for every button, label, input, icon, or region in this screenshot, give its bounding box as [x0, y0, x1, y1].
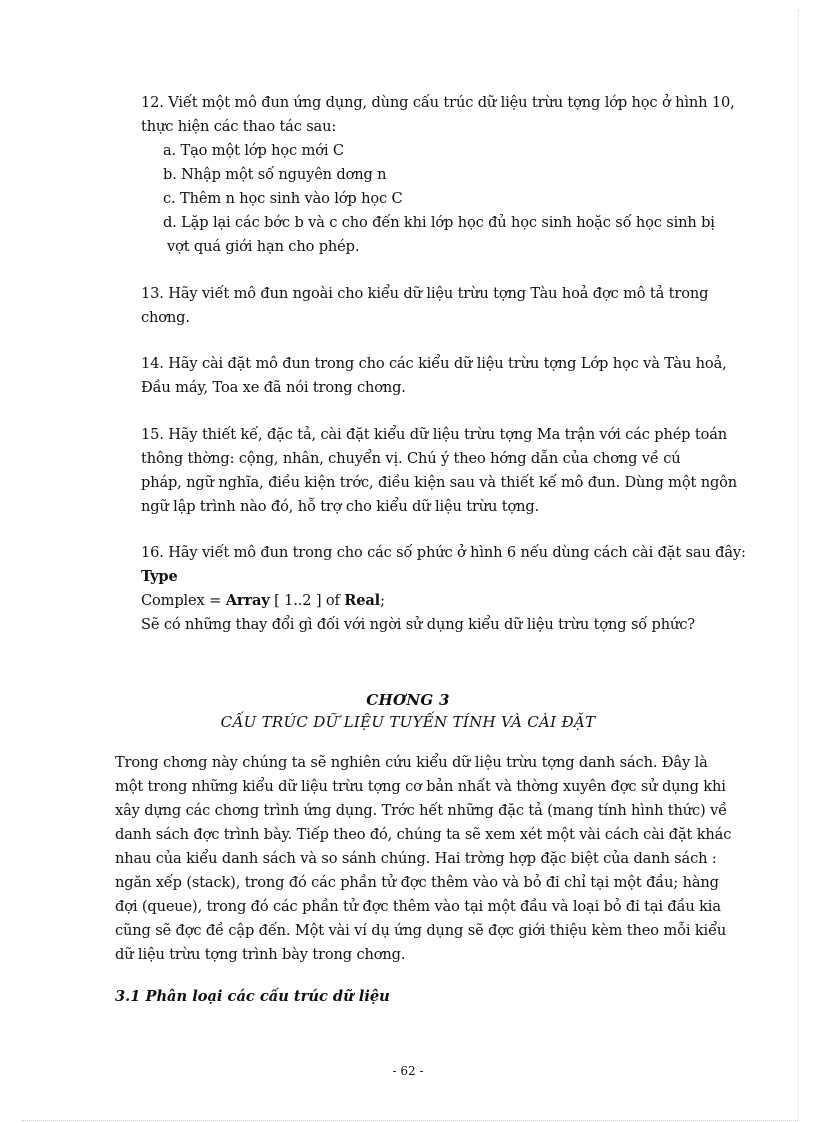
exercise-16: [141, 541, 746, 637]
code-complex-prefix: Complex =: [141, 592, 226, 609]
intro-line: cũng sẽ đợc đề cập đến. Một vài ví dụ ứng dụng sẽ đợc giới thiệu kèm theo mỗi kiểu: [115, 922, 727, 939]
exercise-14-line-1: 14. Hãy cài đặt mô đun trong cho các kiểu dữ liệu trừu tợng Lớp học và Tàu hoả,: [141, 355, 727, 372]
exercise-15-line-1: 15. Hãy thiết kế, đặc tả, cài đặt kiểu dữ liệu trừu tợng Ma trận với các phép toán: [141, 426, 728, 443]
exercise-15-line-2: thông thờng: cộng, nhân, chuyển vị. Chú ý theo hớng dẫn của chơng về cú: [141, 450, 681, 467]
exercise-12-item-d: d. Lặp lại các bớc b và c cho đến khi lớp học đủ học sinh hoặc số học sinh bị: [163, 214, 715, 231]
code-type-keyword: Type: [141, 568, 178, 585]
intro-line: một trong những kiểu dữ liệu trừu tợng cơ bản nhất và thờng xuyên đợc sử dụng khi: [115, 778, 726, 795]
exercise-14: [141, 352, 727, 400]
exercise-13: [141, 282, 708, 330]
intro-line: dữ liệu trừu tợng trình bày trong chơng.: [115, 946, 406, 963]
chapter-intro-paragraph: [115, 751, 731, 967]
intro-line: Trong chơng này chúng ta sẽ nghiên cứu kiểu dữ liệu trừu tợng danh sách. Đây là: [115, 754, 708, 771]
chapter-label: CHƠNG 3: [366, 691, 450, 709]
page-number: - 62 -: [392, 1064, 424, 1078]
code-complex-declaration: [141, 589, 746, 613]
intro-line: ngăn xếp (stack), trong đó các phần tử đợc thêm vào và bỏ đi chỉ tại một đầu; hàng: [115, 874, 719, 891]
exercise-14-line-2: Đầu máy, Toa xe đã nói trong chơng.: [141, 379, 406, 396]
exercise-12-item-d-cont: vợt quá giới hạn cho phép.: [167, 238, 360, 255]
exercise-15-line-3: pháp, ngữ nghĩa, điều kiện trớc, điều kiện sau và thiết kế mô đun. Dùng một ngôn: [141, 474, 738, 491]
code-semicolon: ;: [380, 592, 385, 609]
exercise-15-line-4: ngữ lập trình nào đó, hỗ trợ cho kiểu dữ liệu trừu tợng.: [141, 498, 540, 515]
exercise-16-line-1: 16. Hãy viết mô đun trong cho các số phức ở hình 6 nếu dùng cách cài đặt sau đây:: [141, 544, 746, 561]
section-heading: 3.1 Phân loại các cấu trúc dữ liệu: [115, 988, 390, 1005]
intro-line: nhau của kiểu danh sách và so sánh chúng. Hai trờng hợp đặc biệt của danh sách :: [115, 850, 717, 867]
exercise-12: [141, 91, 735, 259]
exercise-12-line-1: 12. Viết một mô đun ứng dụng, dùng cấu trúc dữ liệu trừu tợng lớp học ở hình 10,: [141, 94, 735, 111]
exercise-16-line-last: Sẽ có những thay đổi gì đối với ngời sử dụng kiểu dữ liệu trừu tợng số phức?: [141, 616, 695, 633]
code-range: [ 1..2 ] of: [269, 592, 345, 609]
exercise-13-line-2: chơng.: [141, 309, 190, 326]
exercise-12-item-a: a. Tạo một lớp học mới C: [163, 142, 344, 159]
code-real-keyword: Real: [344, 592, 381, 609]
exercise-12-line-2: thực hiện các thao tác sau:: [141, 118, 337, 135]
exercise-13-line-1: 13. Hãy viết mô đun ngoài cho kiểu dữ liệu trừu tợng Tàu hoả đợc mô tả trong: [141, 285, 709, 302]
exercise-15: [141, 423, 737, 519]
intro-line: danh sách đợc trình bày. Tiếp theo đó, chúng ta sẽ xem xét một vài cách cài đặt khác: [115, 826, 732, 843]
page-right-border: [798, 10, 799, 1120]
page-bottom-border: [22, 1120, 798, 1121]
chapter-title: CẤU TRÚC DỮ LIỆU TUYẾN TÍNH VÀ CÀI ĐẶT: [220, 713, 596, 731]
exercise-12-item-c: c. Thêm n học sinh vào lớp học C: [163, 190, 403, 207]
intro-line: đợi (queue), trong đó các phần tử đợc thêm vào tại một đầu và loại bỏ đi tại đầu kia: [115, 898, 721, 915]
intro-line: xây dựng các chơng trình ứng dụng. Trớc hết những đặc tả (mang tính hình thức) về: [115, 802, 727, 819]
exercise-12-item-b: b. Nhập một số nguyên dơng n: [163, 166, 387, 183]
code-array-keyword: Array: [225, 592, 270, 609]
